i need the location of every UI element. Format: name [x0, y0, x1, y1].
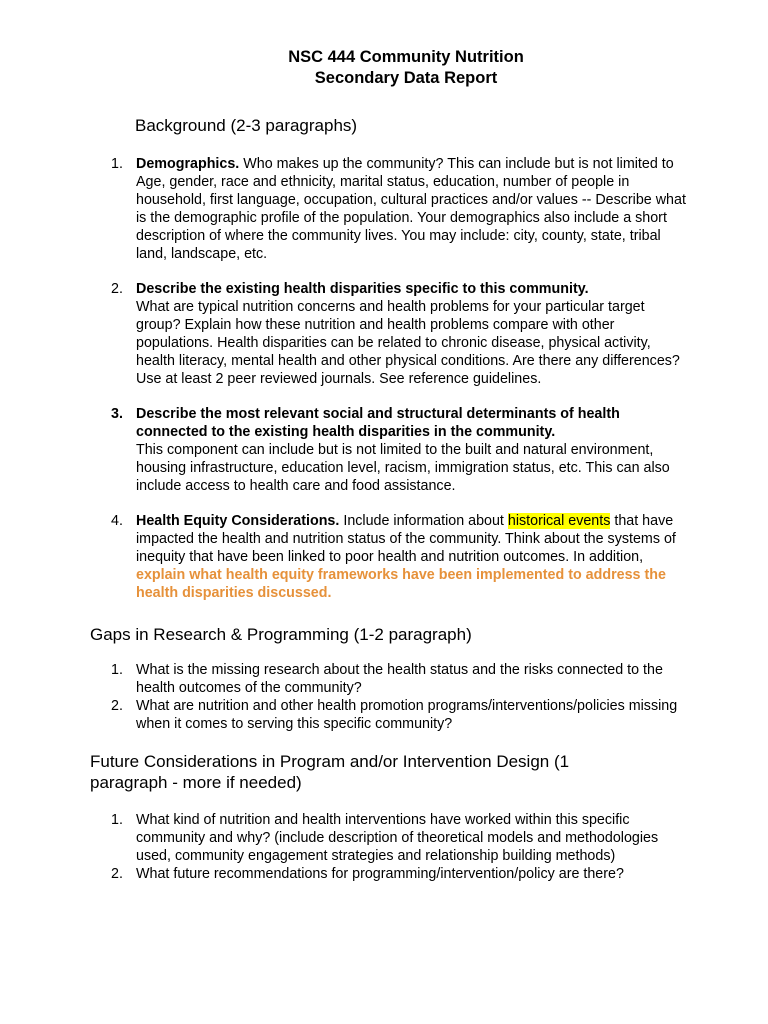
document-title-line2: Secondary Data Report — [314, 69, 498, 87]
future-item-2 — [111, 866, 691, 884]
background-item-1 — [111, 156, 691, 263]
item-bold-lead: Demographics. — [136, 156, 240, 172]
gaps-item-1 — [111, 662, 691, 698]
item-bold-lead: Describe the most relevant social and structural determinants of health connected to the existing health disparities in the community. — [136, 406, 620, 440]
item-bold-lead: Describe the existing health disparities specific to this community. — [136, 281, 589, 297]
future-item-1 — [111, 812, 691, 866]
background-heading: Background (2-3 paragraphs) — [135, 116, 358, 135]
future-heading: Future Considerations in Program and/or Intervention Design (1 paragraph - more if needed) — [90, 752, 570, 792]
list-number: 1. — [111, 662, 123, 678]
item-bold-lead: Health Equity Considerations. — [136, 513, 340, 529]
item-body-text: What future recommendations for programming/intervention/policy are there? — [136, 865, 624, 882]
item-body-text: What is the missing research about the health status and the risks connected to the health outcomes of the community? — [136, 662, 663, 696]
future-list — [111, 812, 691, 884]
orange-emphasis-text: explain what health equity frameworks have been implemented to address the health disparities discussed. — [136, 566, 666, 601]
background-item-4 — [111, 513, 691, 603]
gaps-heading: Gaps in Research & Programming (1-2 paragraph) — [90, 625, 472, 644]
item-body-text: What are typical nutrition concerns and health problems for your particular target group? Explain how these nutrition and health problems compare with other populations. Health disparities can be related to chronic disease, physical activity, health literacy, mental health and other physical conditions. Are there any differences? Use at least 2 peer reviewed journals. See reference guidelines. — [136, 298, 680, 387]
list-number: 1. — [111, 812, 123, 828]
document-title-line1: NSC 444 Community Nutrition — [288, 48, 524, 66]
list-number: 3. — [111, 406, 123, 422]
gaps-list — [111, 662, 691, 734]
list-number: 4. — [111, 513, 123, 529]
list-number: 1. — [111, 156, 123, 172]
item-body-text: What are nutrition and other health promotion programs/interventions/policies missing when it comes to serving this specific community? — [136, 697, 678, 732]
list-number: 2. — [111, 697, 123, 714]
background-item-2 — [111, 281, 691, 388]
gaps-item-2 — [111, 698, 691, 734]
item-body-text: Who makes up the community? This can include but is not limited to Age, gender, race and ethnicity, marital status, education, number of people in household, first language, occupation, cultural practices and/or values -- Describe what is the demographic profile of the population. Your demographics also include a short description of where the community lives. You may include: city, county, state, tribal land, landscape, etc. — [136, 156, 686, 262]
item-body-text: What kind of nutrition and health interventions have worked within this specific community and why? (include description of theoretical models and methodologies used, community engagement strategies and relationship building methods) — [136, 812, 659, 864]
list-number: 2. — [111, 865, 123, 882]
list-number: 2. — [111, 281, 123, 297]
highlighted-text: historical events — [507, 513, 611, 529]
item-body-text: Include information about — [339, 513, 508, 529]
background-item-3 — [111, 406, 691, 496]
item-body-text: This component can include but is not limited to the built and natural environment, housing infrastructure, education level, racism, immigration status, etc. This can also include access to health care and food assistance. — [136, 441, 670, 494]
item-body-text-cont: that have impacted the health and nutrition status of the community. Think about the systems of inequity that have been linked to poor health and nutrition outcomes. In addition, — [136, 513, 676, 565]
